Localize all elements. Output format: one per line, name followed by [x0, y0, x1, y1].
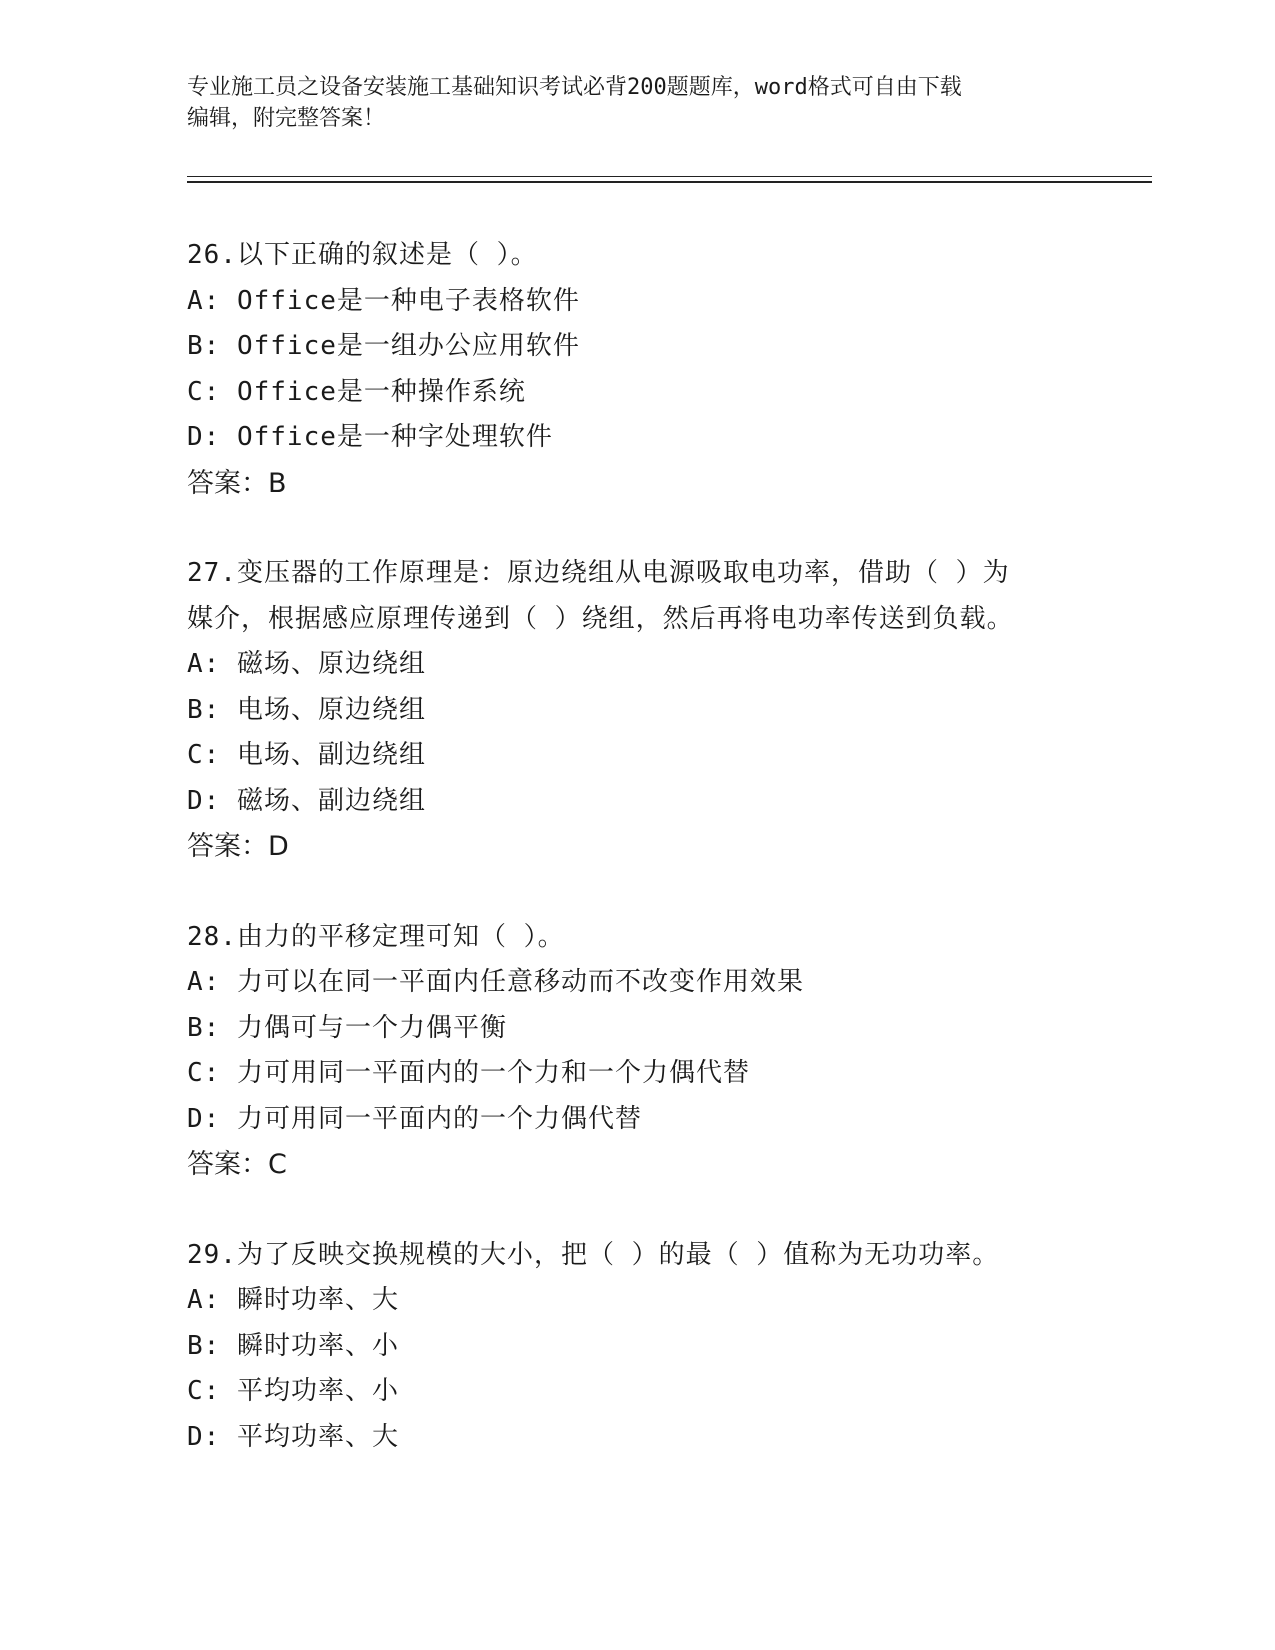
option-b: B: 电场、原边绕组 [187, 694, 426, 725]
question-stem: 26.以下正确的叙述是（ ）。 [187, 240, 538, 270]
option-c: C: 电场、副边绕组 [187, 740, 426, 770]
option-d: D: Office是一种字处理软件 [187, 422, 553, 452]
option-c: C: Office是一种操作系统 [187, 376, 526, 407]
question-stem: 28.由力的平移定理可知（ ）。 [187, 921, 565, 952]
document-header [187, 72, 1087, 134]
header-divider-thick [187, 181, 1152, 183]
question-28 [187, 915, 1147, 1188]
option-a: A: Office是一种电子表格软件 [187, 285, 580, 316]
question-26 [187, 233, 1147, 506]
answer-line: 答案：C [187, 1149, 287, 1180]
option-c: C: 力可用同一平面内的一个力和一个力偶代替 [187, 1058, 750, 1088]
option-b: B: Office是一组办公应用软件 [187, 331, 580, 361]
option-a: A: 瞬时功率、大 [187, 1285, 399, 1315]
question-29 [187, 1233, 1147, 1461]
header-line-1: 专业施工员之设备安装施工基础知识考试必背200题题库，word格式可自由下载 [187, 75, 962, 100]
option-d: D: 力可用同一平面内的一个力偶代替 [187, 1103, 642, 1134]
option-c: C: 平均功率、小 [187, 1376, 399, 1406]
option-d: D: 磁场、副边绕组 [187, 785, 426, 816]
answer-line: 答案：B [187, 467, 287, 499]
answer-line: 答案：D [187, 831, 289, 862]
question-list [187, 233, 1147, 1460]
header-line-2: 编辑，附完整答案！ [187, 106, 386, 131]
header-divider-thin [187, 176, 1152, 177]
option-d: D: 平均功率、大 [187, 1421, 399, 1452]
question-27 [187, 551, 1147, 870]
option-b: B: 瞬时功率、小 [187, 1330, 399, 1361]
option-a: A: 磁场、原边绕组 [187, 649, 426, 679]
question-stem: 27.变压器的工作原理是：原边绕组从电源吸取电功率，借助（ ）为 [187, 558, 1010, 588]
option-a: A: 力可以在同一平面内任意移动而不改变作用效果 [187, 967, 804, 997]
question-stem: 29.为了反映交换规模的大小，把（ ）的最（ ）值称为无功功率。 [187, 1239, 1000, 1270]
option-b: B: 力偶可与一个力偶平衡 [187, 1012, 507, 1043]
question-stem-continued: 媒介，根据感应原理传递到（ ）绕组，然后再将电功率传送到负载。 [187, 603, 1014, 634]
